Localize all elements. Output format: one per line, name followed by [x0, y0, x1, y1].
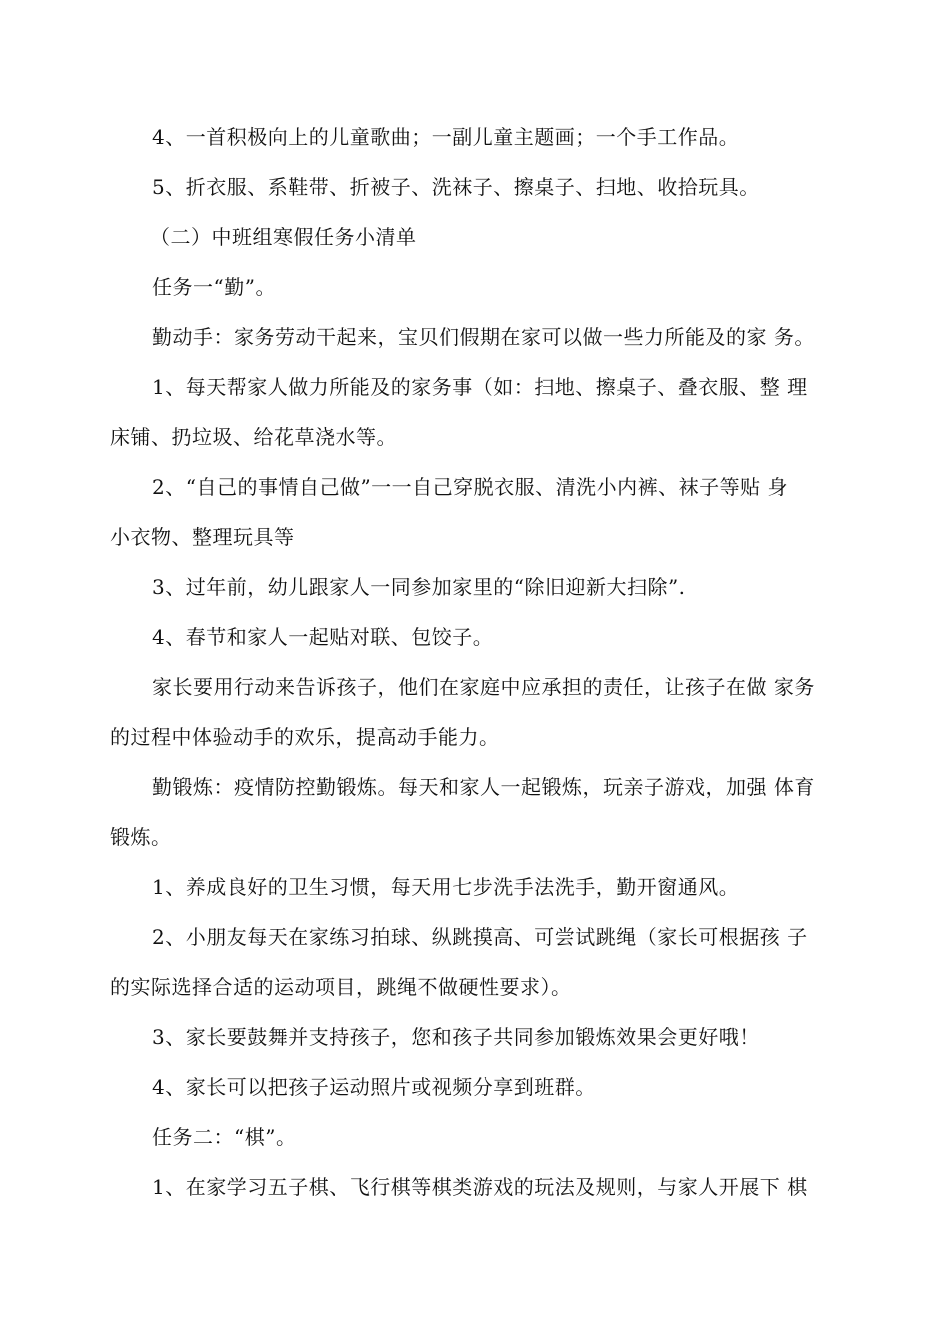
paragraph-line: 5、折衣服、系鞋带、折被子、洗袜子、擦桌子、扫地、收拾玩具。: [152, 175, 760, 199]
paragraph-line: 3、过年前，幼儿跟家人一同参加家里的“除旧迎新大扫除”.: [152, 575, 686, 599]
paragraph-line: 锻炼。: [110, 825, 172, 849]
task-heading: 任务一“勤”。: [152, 275, 276, 299]
paragraph-line: 勤动手：家务劳动干起来，宝贝们假期在家可以做一些力所能及的家 务。: [152, 325, 815, 349]
paragraph-line: 的过程中体验动手的欢乐，提高动手能力。: [110, 725, 500, 749]
paragraph-line: 2、小朋友每天在家练习拍球、纵跳摸高、可尝试跳绳（家长可根据孩 子: [152, 925, 808, 949]
task-heading: 任务二：“棋”。: [152, 1125, 297, 1149]
paragraph-line: 家长要用行动来告诉孩子，他们在家庭中应承担的责任，让孩子在做 家务: [152, 675, 815, 699]
paragraph-line: 1、每天帮家人做力所能及的家务事（如：扫地、擦桌子、叠衣服、整 理: [152, 375, 808, 399]
paragraph-line: 1、养成良好的卫生习惯，每天用七步洗手法洗手，勤开窗通风。: [152, 875, 740, 899]
paragraph-line: 3、家长要鼓舞并支持孩子，您和孩子共同参加锻炼效果会更好哦！: [152, 1025, 760, 1049]
paragraph-line: 的实际选择合适的运动项目，跳绳不做硬性要求）。: [110, 975, 572, 999]
paragraph-line: 2、“自己的事情自己做”一一自己穿脱衣服、清洗小内裤、袜子等贴 身: [152, 475, 789, 499]
paragraph-line: 1、在家学习五子棋、飞行棋等棋类游戏的玩法及规则，与家人开展下 棋: [152, 1175, 808, 1199]
paragraph-line: 小衣物、整理玩具等: [110, 525, 295, 549]
paragraph-line: 床铺、扔垃圾、给花草浇水等。: [110, 425, 397, 449]
paragraph-line: 勤锻炼：疫情防控勤锻炼。每天和家人一起锻炼，玩亲子游戏，加强 体育: [152, 775, 815, 799]
paragraph-line: 4、一首积极向上的儿童歌曲；一副儿童主题画；一个手工作品。: [152, 125, 740, 149]
paragraph-line: 4、家长可以把孩子运动照片或视频分享到班群。: [152, 1075, 596, 1099]
section-heading: （二）中班组寒假任务小清单: [150, 225, 417, 249]
paragraph-line: 4、春节和家人一起贴对联、包饺子。: [152, 625, 494, 649]
